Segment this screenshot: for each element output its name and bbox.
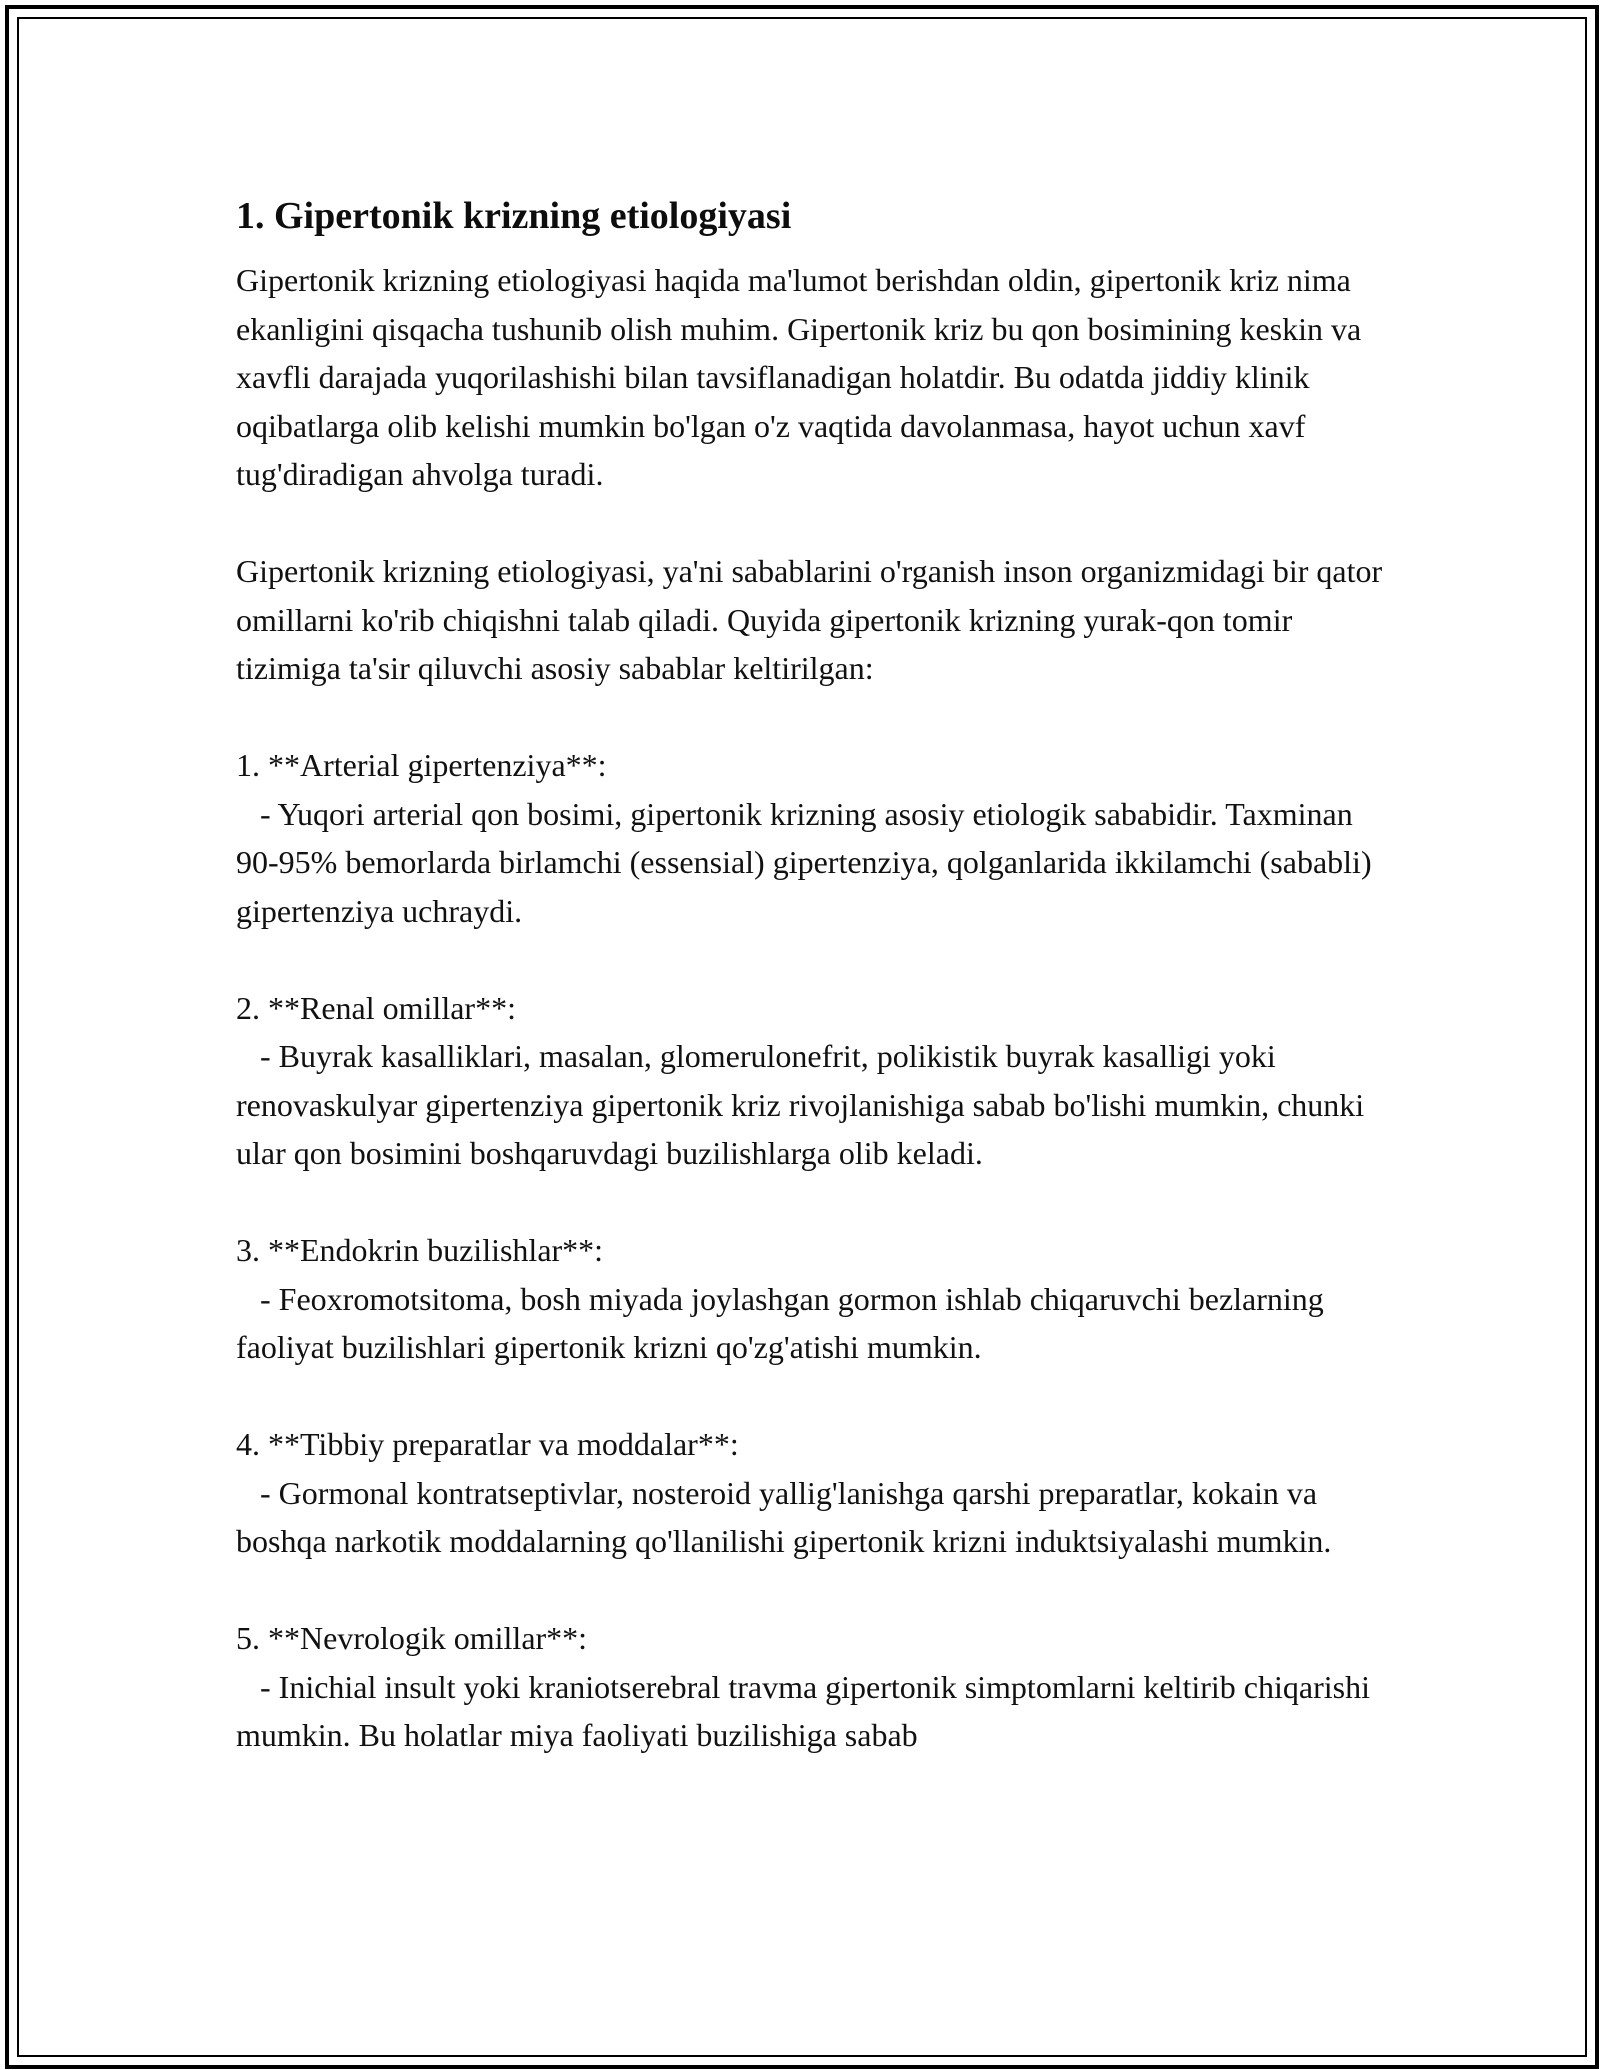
list-item-body: - Yuqori arterial qon bosimi, gipertonik krizning asosiy etiologik sababidir. Taxminan 90-95% bemorlarda birlamchi (essensial) gipertenziya, qolganlarida ikkilamchi (sababli) gipertenziya uchraydi.	[236, 795, 1380, 929]
paragraph-intro: Gipertonik krizning etiologiyasi haqida ma'lumot berishdan oldin, gipertonik kriz nima ekanligini qisqacha tushunib olish muhim. Gipertonik kriz bu qon bosimining keskin va xavfli darajada yuqorilashishi bilan tavsiflanadigan holatdir. Bu odatda jiddiy klinik oqibatlarga olib kelishi mumkin bo'lgan o'z vaqtida davolanmasa, hayot uchun xavf tug'diradigan ahvolga turadi.	[236, 262, 1370, 492]
list-item-medications	[236, 1420, 1386, 1566]
list-item-renal-factors	[236, 984, 1386, 1178]
list-item-body: - Inichial insult yoki kraniotserebral travma gipertonik simptomlarni keltirib chiqarishi mumkin. Bu holatlar miya faoliyati buzilishiga sabab	[236, 1668, 1378, 1753]
document-title: 1. Gipertonik krizning etiologiyasi	[236, 195, 792, 237]
list-item-heading: 5. **Nevrologik omillar**:	[236, 1620, 588, 1656]
list-item-heading: 1. **Arterial gipertenziya**:	[236, 747, 607, 783]
list-item-heading: 4. **Tibbiy preparatlar va moddalar**:	[236, 1426, 739, 1462]
document-content	[236, 188, 1391, 1808]
list-item-heading: 2. **Renal omillar**:	[236, 989, 516, 1026]
list-item-endocrine-disorders	[236, 1226, 1386, 1372]
paragraph-etiology: Gipertonik krizning etiologiyasi, ya'ni sabablarini o'rganish inson organizmidagi bir qator omillarni ko'rib chiqishni talab qiladi. Quyida gipertonik krizning yurak-qon tomir tizimiga ta'sir qiluvchi asosiy sabablar keltirilgan:	[236, 553, 1391, 686]
list-item-arterial-hypertension	[236, 741, 1386, 935]
list-item-body: - Gormonal kontratseptivlar, nosteroid yallig'lanishga qarshi preparatlar, kokain va boshqa narkotik moddalarning qo'llanilishi gipertonik krizni induktsiyalashi mumkin.	[236, 1474, 1332, 1559]
list-item-neurological-factors	[236, 1614, 1386, 1760]
list-item-body: - Buyrak kasalliklari, masalan, glomerulonefrit, polikistik buyrak kasalligi yoki renovaskulyar gipertenziya gipertonik kriz rivojlanishiga sabab bo'lishi mumkin, chunki ular qon bosimini boshqaruvdagi buzilishlarga olib keladi.	[236, 1038, 1373, 1171]
list-item-body: - Feoxromotsitoma, bosh miyada joylashgan gormon ishlab chiqaruvchi bezlarning faoliyat buzilishlari gipertonik krizni qo'zg'atishi mumkin.	[236, 1280, 1332, 1365]
list-item-heading: 3. **Endokrin buzilishlar**:	[236, 1232, 604, 1268]
